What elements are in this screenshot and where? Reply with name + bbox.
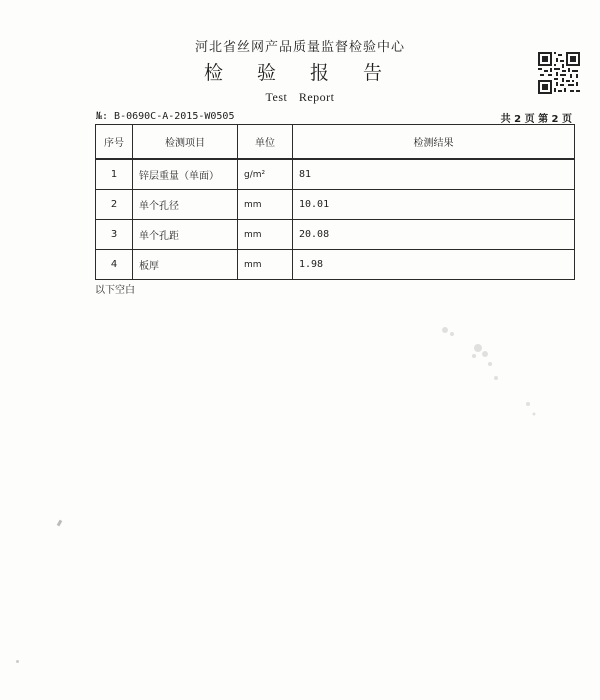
blank-below-note: 以下空白 <box>95 285 135 296</box>
row-index: 1 <box>96 159 133 190</box>
row-item: 单个孔径 <box>133 190 238 220</box>
page-info: 共 2 页 第 2 页 <box>500 114 572 125</box>
table-header-row <box>96 125 575 160</box>
header-item: 检测项目 <box>133 125 238 160</box>
row-item: 单个孔距 <box>133 220 238 250</box>
header-result: 检测结果 <box>293 125 575 160</box>
results-table <box>95 124 575 280</box>
row-item: 板厚 <box>133 250 238 280</box>
scan-mark <box>16 660 19 663</box>
row-index: 3 <box>96 220 133 250</box>
row-result: 1.98 <box>293 250 575 280</box>
organization-name: 河北省丝网产品质量监督检验中心 <box>194 40 405 55</box>
report-subtitle <box>0 90 600 105</box>
report-title: 检 验 报 告 <box>203 62 397 84</box>
scan-smudge <box>430 320 550 430</box>
row-index: 2 <box>96 190 133 220</box>
qr-code-icon <box>538 52 580 94</box>
row-unit: mm <box>238 250 293 280</box>
scan-mark <box>57 520 63 527</box>
row-item: 锌层重量（单面） <box>133 159 238 190</box>
header-index: 序号 <box>96 125 133 160</box>
row-unit: mm <box>238 190 293 220</box>
table-row <box>96 250 575 280</box>
table-row <box>96 190 575 220</box>
row-result: 10.01 <box>293 190 575 220</box>
row-result: 81 <box>293 159 575 190</box>
table-row <box>96 159 575 190</box>
subtitle-word-test: Test <box>265 90 288 104</box>
header-unit: 单位 <box>238 125 293 160</box>
subtitle-word-report: Report <box>298 90 335 104</box>
row-unit: mm <box>238 220 293 250</box>
report-number: №: B-0690C-A-2015-W0505 <box>96 111 235 122</box>
row-result: 20.08 <box>293 220 575 250</box>
row-index: 4 <box>96 250 133 280</box>
row-unit: g/m² <box>238 159 293 190</box>
table-row <box>96 220 575 250</box>
